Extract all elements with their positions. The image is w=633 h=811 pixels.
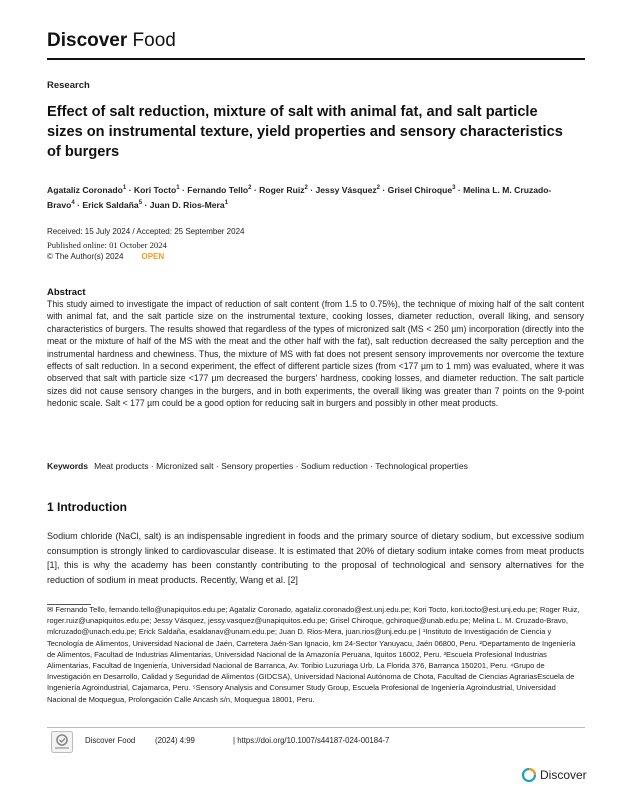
journal-name-bold: Discover	[47, 30, 128, 51]
author-affiliation-number: 2	[304, 185, 308, 191]
author-name[interactable]: Jessy Vásquez$^2$	[315, 184, 380, 195]
journal-name	[47, 30, 176, 52]
abstract-text: This study aimed to investigate the impact of reduction of salt content (from 1.5 to 0.75%), the technique of mixing half of the salt content with animal fat, and the salt particle size on the instrumental texture, cooking losses, diameter reduction, overall liking, and sensory characteristics of burgers. The results showed that regardless of the types of micronized salt (MS < 250 µm) incorporation (directly into the meat or the mixture of half of the MS with the meat and the other half with the fat), salt reduction decreased the salty perception and the instrumental hardness and chewiness. Thus, the mixture of MS with fat does not present sensory improvements nor overcome the texture effects of salt reduction. In a second experiment, the effect of different particle sizes (from <177 µm to 1 mm) was evaluated, where it was observed that salt with particle size <177 µm decreased the burgers' hardness, cooking losses, and diameter reduction. The salt particle sizes did not cause sensory changes in the burgers, and in both experiments, the overall liking was greater than 7 points on the 9-point hedonic scale. Salt < 177 µm could be a good option for reducing salt in burgers and possibly in other meat products.	[47, 299, 584, 409]
author-name[interactable]: Agataliz Coronado$^1$	[47, 184, 127, 195]
introduction-text: Sodium chloride (NaCl, salt) is an indispensable ingredient in foods and the primary source of dietary sodium, but excessive sodium consumption is strongly linked to cardiovascular disease. It is estimated that 20% of dietary sodium intake comes from meat products [1], this is why the academy has been constantly contributing to the proposal of technological and sensory alternatives for the reduction of sodium in meat products. Recently, Wang et al. [2]	[47, 531, 584, 585]
copyright: © The Author(s) 2024	[47, 252, 124, 262]
author-name[interactable]: Roger Ruiz$^2$	[259, 184, 308, 195]
journal-name-rest: Food	[127, 30, 176, 51]
article-title: Effect of salt reduction, mixture of salt with animal fat, and salt particle sizes on instrumental texture, yield properties and sensory characteristics of burgers	[47, 104, 563, 160]
abstract-heading: Abstract	[47, 287, 86, 298]
author-name[interactable]: Fernando Tello$^2$	[187, 184, 252, 195]
author-affiliation-number: 1	[176, 185, 180, 191]
publication-dates	[47, 226, 244, 264]
footer-citation: (2024) 4:99	[155, 736, 195, 745]
copyright-line	[47, 251, 244, 264]
check-for-updates-icon[interactable]	[51, 731, 73, 753]
author-affiliation-number: 1	[224, 200, 229, 207]
author-affiliation-number: 5	[138, 200, 143, 207]
author-affiliation-number: 2	[248, 185, 252, 191]
author-name[interactable]: Erick Saldaña$^5$	[82, 200, 143, 211]
affiliations-footnote: ✉ Fernando Tello, fernando.tello@unapiquitos.edu.pe; Agataliz Coronado, agataliz.coronado@est.unj.edu.pe; Kori Tocto, kori.tocto@est.unj.edu.pe; Roger Ruiz, roger.ruiz@unapiquitos.edu.pe; Jessy Vásquez, jessy.vasquez@unapiquitos.edu.pe; Grisel Chiroque, gchiroque@unab.edu.pe; Melina L. M. Cruzado-Bravo, mlcruzado@unach.edu.pe; Erick Saldaña, esaldanav@unam.edu.pe; Juan D. Rios-Mera, juan.rios@unj.edu.pe | ¹Instituto de Investigación de Ciencia y Tecnología de Alimentos, Universidad Nacional de Jaén, Carretera Jaén-San Ignacio, km 24-Sector Yanuyacu, Jaén 06800, Peru. ²Departamento de Ingeniería de Alimentos, Facultad de Industrias Alimentarias, Universidad Nacional de la Amazonía Peruana, Iquitos 16002, Peru. ³Escuela Profesional Industrias Alimentarias, Facultad de Ingeniería, Universidad Nacional de Barranca, Av. Toribio Luzuriaga Urb. La Florida 376, Barranca 150201, Peru. ⁴Grupo de Investigación en Desarrollo, Calidad y Seguridad de Alimentos (GIDCSA), Universidad Nacional Autónoma de Chota, Facultad de Ciencias AgrariasEscuela de Ingeniería Agroindustrial, Cajamarca, Peru. ⁵Sensory Analysis and Consumer Study Group, Escuela Profesional de Ingeniería Agroindustrial, Universidad Nacional de Moquegua, Prolongación Calle Ancash s/n, Moquegua 18001, Peru.	[47, 605, 580, 704]
author-name[interactable]: Juan D. Rios-Mera$^1$	[149, 200, 229, 211]
author-name[interactable]: Melina L. M. Cruzado-Bravo$^4$	[47, 184, 552, 211]
header-rule	[47, 58, 585, 60]
discover-brand	[522, 768, 587, 782]
author-affiliation-number: 4	[71, 200, 75, 207]
author-list: Agataliz Coronado$^1$ · Kori Tocto$^1$ · Fernando Tello$^2$ · Roger Ruiz$^2$ · Jessy Vásquez$^2$ · Grisel Chiroque$^3$ · Melina L. M. Cruzado-Bravo$^4$ · Erick Saldaña$^5$ · Juan D. Rios-Mera$^1$	[47, 184, 552, 211]
open-access-badge[interactable]: OPEN	[141, 252, 165, 262]
keywords-label: Keywords	[47, 461, 89, 471]
discover-brand-text: Discover	[540, 768, 587, 782]
author-affiliation-number: 3	[452, 185, 456, 191]
discover-logo-icon	[522, 768, 536, 782]
footer-journal: Discover Food	[85, 736, 136, 745]
footer-doi[interactable]: | https://doi.org/10.1007/s44187-024-00184-7	[233, 736, 390, 745]
author-name[interactable]: Kori Tocto$^1$	[133, 184, 180, 195]
article-type: Research	[47, 80, 90, 91]
introduction-heading: 1 Introduction	[47, 500, 127, 514]
published-online: Published online: 01 October 2024	[47, 239, 167, 250]
keywords	[47, 461, 584, 471]
author-name[interactable]: Grisel Chiroque$^3$	[387, 184, 456, 195]
author-affiliation-number: 1	[122, 185, 127, 191]
keywords-list: Meat products · Micronized salt · Sensory properties · Sodium reduction · Technological properties	[94, 461, 468, 471]
received-accepted: Received: 15 July 2024 / Accepted: 25 September 2024	[47, 227, 245, 236]
author-affiliation-number: 2	[376, 185, 380, 191]
footer-rule	[47, 727, 585, 728]
